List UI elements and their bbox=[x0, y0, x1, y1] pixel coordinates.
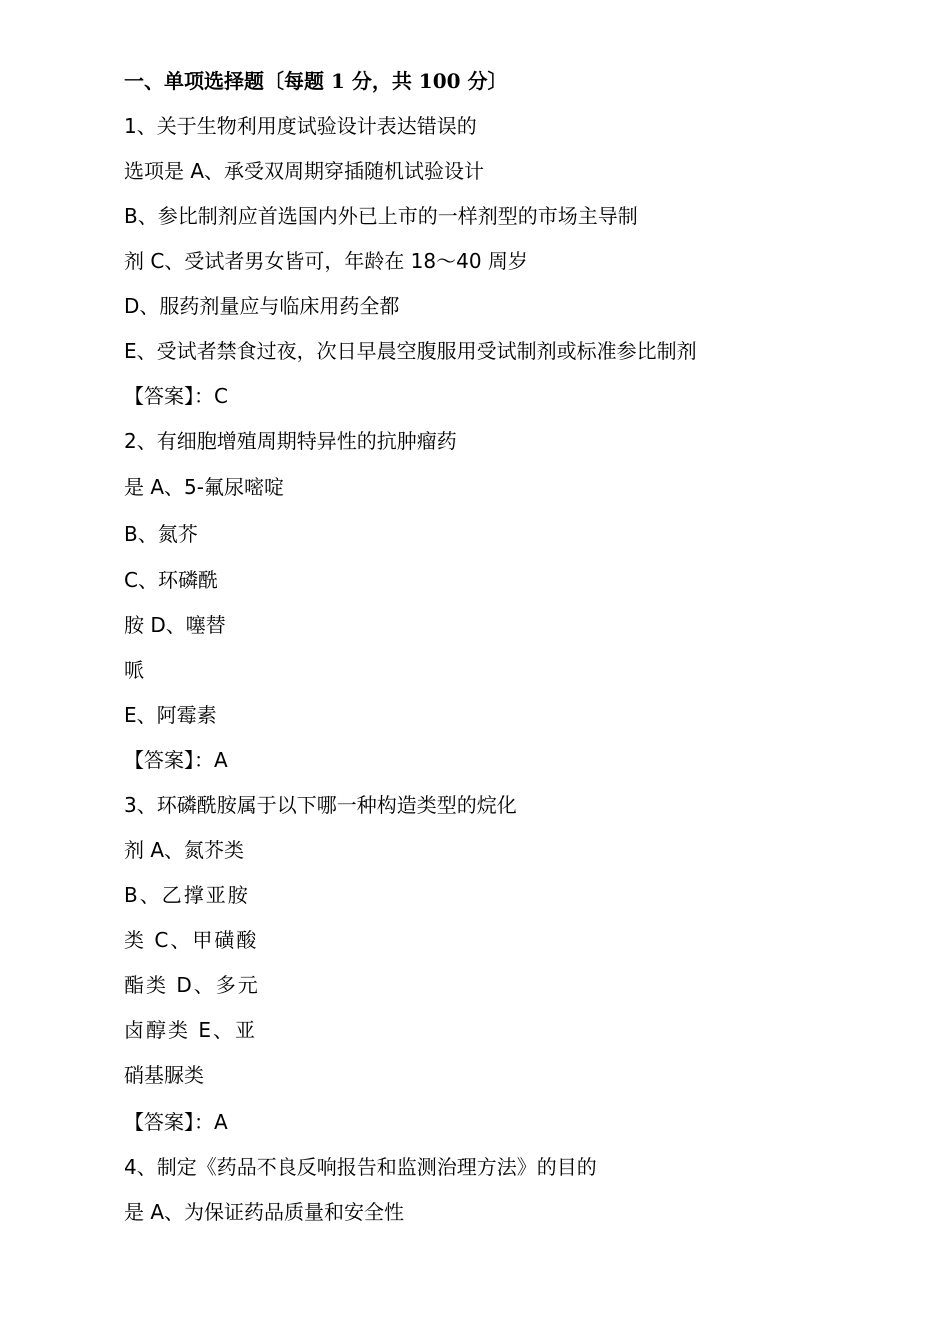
question-2-option-c: C、环磷酰 bbox=[124, 568, 218, 592]
question-1-option-d: D、服药剂量应与临床用药全都 bbox=[124, 294, 400, 318]
question-3-answer: 【答案】：A bbox=[124, 1110, 228, 1134]
question-1-stem: 1、关于生物利用度试验设计表达错误的 bbox=[124, 114, 477, 138]
question-1-answer: 【答案】：C bbox=[124, 384, 228, 408]
question-2-option-a: 是 A、5-氟尿嘧啶 bbox=[124, 475, 284, 499]
question-2-option-e: E、阿霉素 bbox=[124, 703, 217, 727]
question-1-option-c: 剂 C、受试者男女皆可，年龄在 18～40 周岁 bbox=[124, 249, 528, 273]
question-1-option-e: E、受试者禁食过夜，次日早晨空腹服用受试制剂或标准参比制剂 bbox=[124, 339, 697, 363]
question-3-option-e-cont: 硝基脲类 bbox=[124, 1063, 204, 1087]
question-3-option-d: 酯类 D、多元 bbox=[124, 973, 260, 997]
question-2-option-d-cont: 哌 bbox=[124, 658, 144, 682]
question-2-answer: 【答案】：A bbox=[124, 748, 228, 772]
question-3-option-e: 卤醇类 E、亚 bbox=[124, 1018, 257, 1042]
question-4-stem: 4、制定《药品不良反响报告和监测治理方法》的目的 bbox=[124, 1155, 597, 1179]
question-3-stem: 3、环磷酰胺属于以下哪一种构造类型的烷化 bbox=[124, 793, 517, 817]
question-4-option-a: 是 A、为保证药品质量和安全性 bbox=[124, 1200, 405, 1224]
question-2-option-b: B、氮芥 bbox=[124, 522, 198, 546]
question-2-stem: 2、有细胞增殖周期特异性的抗肿瘤药 bbox=[124, 429, 457, 453]
question-1-option-b: B、参比制剂应首选国内外已上市的一样剂型的市场主导制 bbox=[124, 204, 638, 228]
question-2-option-d: 胺 D、噻替 bbox=[124, 613, 226, 637]
question-3-option-b: B、乙撑亚胺 bbox=[124, 883, 250, 907]
question-1-option-a: 选项是 A、承受双周期穿插随机试验设计 bbox=[124, 159, 485, 183]
question-3-option-c: 类 C、甲磺酸 bbox=[124, 928, 259, 952]
section-heading: 一、单项选择题〔每题 1 分，共 100 分〕 bbox=[124, 69, 508, 93]
question-3-option-a: 剂 A、氮芥类 bbox=[124, 838, 245, 862]
